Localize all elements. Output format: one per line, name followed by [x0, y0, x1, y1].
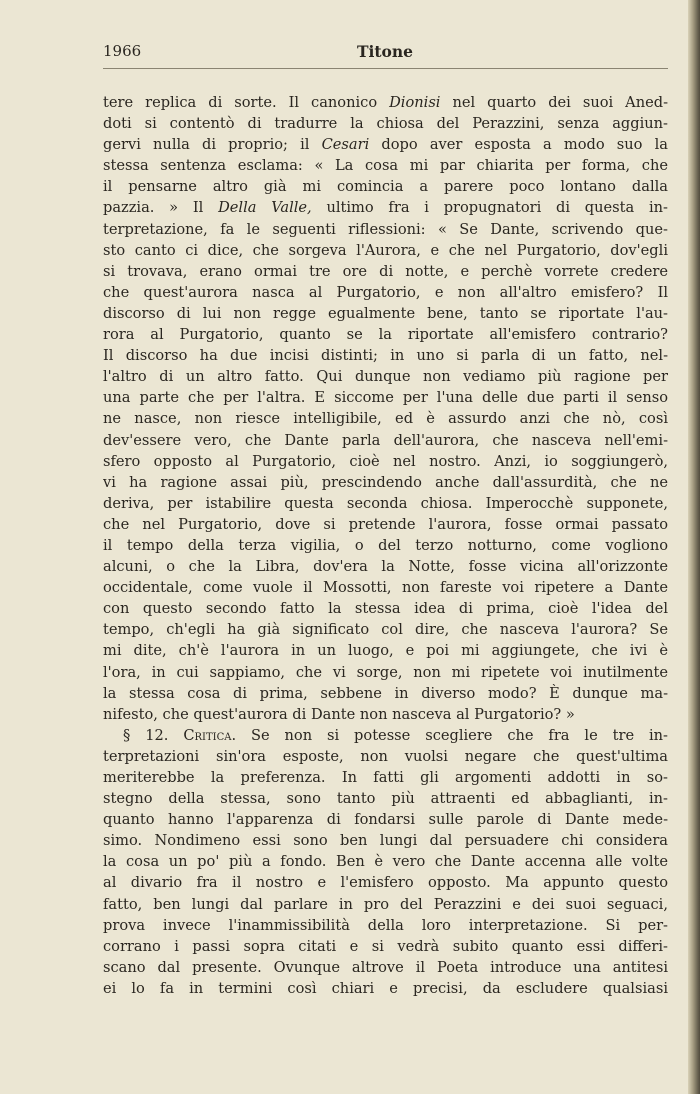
text-line — [103, 725, 668, 746]
text-line — [103, 746, 668, 767]
text-segment: pazzia. » Il — [103, 199, 219, 217]
text-segment: tempo, ch'egli ha già significato col dire, che nasceva l'aurora? Se — [103, 621, 668, 639]
text-segment: l'altro di un altro fatto. Qui dunque non vediamo più ragione per — [103, 368, 668, 386]
text-segment: il tempo della terza vigilia, o del terzo notturno, come vogliono — [103, 536, 668, 554]
text-segment: Se non si potesse scegliere che fra le tre in- — [236, 726, 668, 744]
body-text — [103, 92, 668, 999]
text-segment: occidentale, come vuole il Mossotti, non fareste voi ripetere a Dante — [103, 579, 668, 597]
text-line — [103, 219, 668, 240]
text-segment: nifesto, che quest'aurora di Dante non nasceva al Purgatorio? » — [103, 705, 575, 723]
text-segment: corrano i passi sopra citati e si vedrà subito quanto essi differi- — [103, 937, 668, 955]
text-segment: vi ha ragione assai più, prescindendo anche dall'assurdità, che ne — [103, 473, 668, 491]
text-line — [103, 261, 668, 282]
text-segment: quanto hanno l'apparenza di fondarsi sulle parole di Dante mede- — [103, 811, 668, 829]
text-segment: simo. Nondimeno essi sono ben lungi dal persuadere chi considera — [103, 832, 668, 850]
text-segment: che nel Purgatorio, dove si pretende l'aurora, fosse ormai passato — [103, 515, 668, 533]
text-segment: fatto, ben lungi dal parlare in pro del Perazzini e dei suoi seguaci, — [103, 895, 668, 913]
text-line — [103, 408, 668, 429]
text-segment: che quest'aurora nasca al Purgatorio, e non all'altro emisfero? Il — [103, 283, 668, 301]
text-segment: discorso di lui non regge egualmente bene, tanto se riportate l'au- — [103, 304, 668, 322]
italic-name: Della Valle, — [218, 199, 312, 217]
text-line — [103, 155, 668, 176]
text-line — [103, 451, 668, 472]
text-line — [103, 872, 668, 893]
text-segment: meriterebbe la preferenza. In fatti gli argomenti addotti in so- — [103, 769, 668, 786]
text-line — [103, 387, 668, 408]
text-line — [103, 830, 668, 851]
text-segment: nel quarto dei suoi Aned- — [440, 94, 668, 111]
header-rule — [103, 68, 668, 69]
text-segment: mi dite, ch'è l'aurora in un luogo, e poi mi aggiungete, che ivi è — [103, 642, 668, 660]
text-segment: ei lo fa in termini così chiari e precisi, da escludere qualsiasi — [103, 979, 668, 997]
text-line — [103, 978, 668, 999]
text-segment: terpretazioni sin'ora esposte, non vuolsi negare che quest'ultima — [103, 747, 668, 765]
text-segment: prova invece l'inammissibilità della loro interpretazione. Si per- — [103, 916, 668, 934]
section-heading: Critica. — [183, 726, 237, 744]
text-line — [103, 683, 668, 704]
text-line — [103, 345, 668, 366]
text-line — [103, 915, 668, 936]
page-edge-shadow — [688, 0, 700, 1094]
text-segment: terpretazione, fa le seguenti riflessioni: « Se Dante, scrivendo que- — [103, 220, 668, 238]
text-line — [103, 303, 668, 324]
text-segment: alcuni, o che la Libra, dov'era la Notte, fosse vicina all'orizzonte — [103, 558, 668, 576]
text-segment: sfero opposto al Purgatorio, cioè nel nostro. Anzi, io soggiungerò, — [103, 452, 668, 470]
text-line — [103, 809, 668, 830]
text-line — [103, 472, 668, 493]
text-line — [103, 851, 668, 872]
text-segment: una parte che per l'altra. E siccome per l'una delle due parti il senso — [103, 389, 668, 407]
text-line — [103, 514, 668, 535]
text-line — [103, 430, 668, 451]
text-segment: dev'essere vero, che Dante parla dell'aurora, che nasceva nell'emi- — [103, 431, 668, 449]
text-line — [103, 240, 668, 261]
page-number: 1966 — [103, 42, 142, 60]
text-line — [103, 113, 668, 134]
text-segment: dopo aver esposta a modo suo la — [369, 136, 668, 154]
text-segment: il pensarne altro già mi comincia a parere poco lontano dalla — [103, 178, 668, 196]
text-line — [103, 936, 668, 957]
text-segment: stessa sentenza esclama: « La cosa mi par chiarita per forma, che — [103, 157, 668, 175]
text-line — [103, 134, 668, 155]
text-segment: doti si contentò di tradurre la chiosa del Perazzini, senza aggiun- — [103, 115, 668, 133]
text-line — [103, 282, 668, 303]
text-segment: stegno della stessa, sono tanto più attraenti ed abbaglianti, in- — [103, 790, 668, 808]
text-line — [103, 556, 668, 577]
text-segment: ultimo fra i propugnatori di questa in- — [311, 199, 668, 217]
text-line — [103, 662, 668, 683]
text-line — [103, 640, 668, 661]
text-line — [103, 767, 668, 788]
text-segment: si trovava, erano ormai tre ore di notte, e perchè vorrete credere — [103, 262, 668, 280]
text-segment: con questo secondo fatto la stessa idea di prima, cioè l'idea del — [103, 600, 668, 618]
text-line — [103, 176, 668, 197]
text-segment: § 12. — [123, 726, 184, 744]
text-line — [103, 577, 668, 598]
running-title: Titone — [356, 42, 414, 61]
text-segment: Il discorso ha due incisi distinti; in uno si parla di un fatto, nel- — [103, 347, 668, 365]
text-segment: deriva, per istabilire questa seconda chiosa. Imperocchè supponete, — [103, 494, 668, 512]
text-segment: la cosa un po' più a fondo. Ben è vero che Dante accenna alle volte — [103, 853, 668, 871]
text-line — [103, 788, 668, 809]
text-line — [103, 197, 668, 218]
text-line — [103, 493, 668, 514]
text-segment: sto canto ci dice, che sorgeva l'Aurora, e che nel Purgatorio, dov'egli — [103, 241, 668, 259]
text-line — [103, 894, 668, 915]
text-line — [103, 704, 668, 725]
text-segment: la stessa cosa di prima, sebbene in diverso modo? È dunque ma- — [103, 684, 668, 702]
text-line — [103, 366, 668, 387]
text-line — [103, 324, 668, 345]
text-line — [103, 535, 668, 556]
italic-name: Cesari — [321, 136, 370, 154]
text-line — [103, 598, 668, 619]
text-line — [103, 92, 668, 113]
text-line — [103, 619, 668, 640]
text-segment: l'ora, in cui sappiamo, che vi sorge, non mi ripetete voi inutilmente — [103, 663, 668, 681]
italic-name: Dionisi — [389, 94, 441, 111]
text-segment: scano dal presente. Ovunque altrove il Poeta introduce una antitesi — [103, 958, 668, 976]
text-segment: rora al Purgatorio, quanto se la riportate all'emisfero contrario? — [103, 326, 668, 344]
text-segment: al divario fra il nostro e l'emisfero opposto. Ma appunto questo — [103, 874, 668, 892]
text-segment: gervi nulla di proprio; il — [103, 136, 322, 154]
text-segment: ne nasce, non riesce intelligibile, ed è assurdo anzi che nò, così — [103, 410, 668, 428]
text-line — [103, 957, 668, 978]
text-segment: tere replica di sorte. Il canonico — [103, 94, 390, 111]
